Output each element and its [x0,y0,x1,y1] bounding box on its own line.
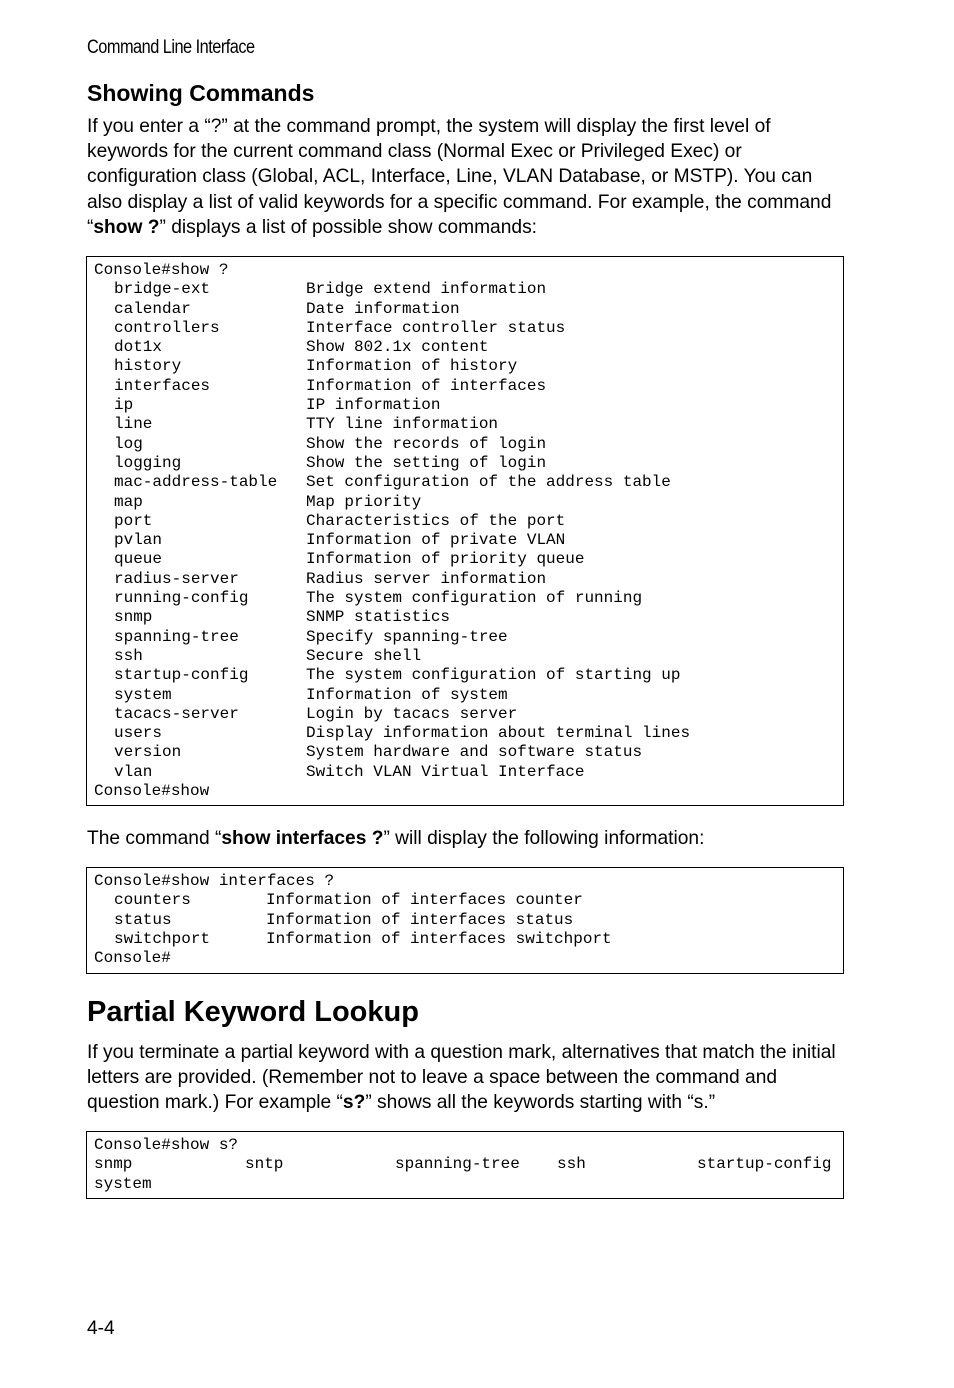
listing-keyword: spanning-tree [114,627,239,646]
listing-description: Information of interfaces counter [266,891,583,910]
show-listing-box [86,256,844,806]
interfaces-text-end: ” will display the following information: [383,828,705,849]
listing-keyword: line [114,415,153,434]
listing-row [94,743,843,762]
listing-row [94,705,843,724]
intro-paragraph [87,114,847,240]
listing-keyword: port [114,511,153,530]
running-header: Command Line Interface [87,37,255,58]
partial-command: s? [342,1092,366,1114]
listing-keyword: status [114,910,172,929]
listing-row [94,666,843,685]
listing-row [94,608,843,627]
listing-row [94,493,843,512]
partial-keyword: sntp [245,1155,284,1174]
listing-description: Display information about terminal lines [306,724,691,743]
listing-keyword: tacacs-server [114,704,239,723]
partial-heading: Partial Keyword Lookup [87,996,419,1028]
listing-description: Interface controller status [306,318,566,337]
listing-description: Information of priority queue [306,550,585,569]
listing-row [94,930,843,949]
listing-keyword: queue [114,550,163,569]
listing-description: Radius server information [306,569,547,588]
listing-keyword: ip [114,396,134,415]
partial-keyword: startup-config [697,1155,832,1174]
interfaces-text: The command “ [87,828,222,849]
listing-keyword: map [114,492,143,511]
page-number: 4-4 [87,1318,115,1339]
listing-row [94,473,843,492]
listing-description: System hardware and software status [306,743,643,762]
listing-description: Characteristics of the port [306,511,566,530]
listing-keyword: logging [114,453,182,472]
listing-keyword: bridge-ext [114,280,211,299]
listing-row [94,357,843,376]
show-end-prompt: Console#show [94,782,210,801]
partial-listing-box [86,1131,844,1199]
listing-row [94,435,843,454]
listing-row [94,531,843,550]
listing-keyword: ssh [114,646,143,665]
listing-description: Set configuration of the address table [306,473,671,492]
listing-keyword: vlan [114,762,153,781]
listing-row [94,647,843,666]
listing-description: The system configuration of running [306,589,643,608]
intro-text: If you enter a “?” at the command prompt, the system will display the first level of keywords for the current command class (Normal Exec or Privileged Exec) or configuration class (Global, ACL, Interface, Line, VLAN Database, or MSTP). You can also display a list of valid keywords for a specific command. For example, the command “ [87,116,832,238]
listing-row [94,763,843,782]
listing-keyword: history [114,357,182,376]
partial-keyword-row [94,1155,839,1174]
listing-keyword: log [114,434,143,453]
listing-keyword: radius-server [114,569,239,588]
listing-row [94,891,843,910]
partial-keyword: snmp [94,1155,133,1174]
partial-paragraph [87,1040,847,1116]
listing-keyword: users [114,724,163,743]
section-heading: Showing Commands [87,80,315,106]
interfaces-prompt: Console#show interfaces ? [94,872,335,890]
listing-description: Show the setting of login [306,453,547,472]
partial-keyword-row-2: system [94,1174,152,1193]
listing-description: Switch VLAN Virtual Interface [306,762,585,781]
listing-row [94,280,843,299]
listing-description: Secure shell [306,646,422,665]
interfaces-end-prompt: Console# [94,949,171,968]
listing-keyword: switchport [114,929,211,948]
listing-row [94,589,843,608]
partial-text: If you terminate a partial keyword with a question mark, alternatives that match the initial letters are provided. (Remember not to leave a space between the command and question mark.) For example “ [87,1042,836,1114]
listing-description: Information of interfaces switchport [266,929,612,948]
listing-row [94,550,843,569]
partial-keyword: spanning-tree [395,1155,520,1174]
listing-keyword: counters [114,891,191,910]
listing-row [94,512,843,531]
listing-description: Date information [306,299,460,318]
listing-row [94,377,843,396]
listing-row [94,628,843,647]
listing-row [94,570,843,589]
listing-row [94,454,843,473]
listing-keyword: mac-address-table [114,473,278,492]
listing-description: Show the records of login [306,434,547,453]
listing-description: Login by tacacs server [306,704,518,723]
listing-description: Map priority [306,492,422,511]
listing-row [94,415,843,434]
listing-row [94,686,843,705]
listing-keyword: system [114,685,172,704]
listing-description: Information of system [306,685,508,704]
listing-row [94,911,843,930]
listing-row [94,396,843,415]
listing-keyword: dot1x [114,338,163,357]
listing-description: SNMP statistics [306,608,451,627]
listing-keyword: pvlan [114,531,163,550]
show-prompt: Console#show ? [94,261,229,279]
listing-description: Information of interfaces [306,376,547,395]
listing-description: Information of history [306,357,518,376]
listing-description: The system configuration of starting up [306,666,681,685]
show-rows [94,280,843,782]
listing-row [94,724,843,743]
partial-text-end: ” shows all the keywords starting with “s.” [365,1092,716,1114]
listing-keyword: calendar [114,299,191,318]
listing-description: Bridge extend information [306,280,547,299]
interfaces-command: show interfaces ? [221,828,384,849]
listing-row [94,338,843,357]
partial-keyword: ssh [557,1155,586,1174]
listing-keyword: version [114,743,182,762]
listing-keyword: startup-config [114,666,249,685]
interfaces-listing-box [86,867,844,974]
interfaces-paragraph [87,826,847,851]
listing-description: Information of private VLAN [306,531,566,550]
partial-prompt: Console#show s? [94,1136,239,1154]
interfaces-rows [94,891,843,949]
listing-keyword: snmp [114,608,153,627]
listing-row [94,300,843,319]
listing-description: Specify spanning-tree [306,627,508,646]
listing-keyword: controllers [114,318,220,337]
listing-description: Information of interfaces status [266,910,574,929]
listing-description: TTY line information [306,415,499,434]
listing-description: IP information [306,396,441,415]
listing-description: Show 802.1x content [306,338,489,357]
listing-keyword: running-config [114,589,249,608]
intro-command: show ? [93,216,160,238]
intro-text-end: ” displays a list of possible show commands: [159,216,537,238]
listing-row [94,319,843,338]
listing-keyword: interfaces [114,376,211,395]
